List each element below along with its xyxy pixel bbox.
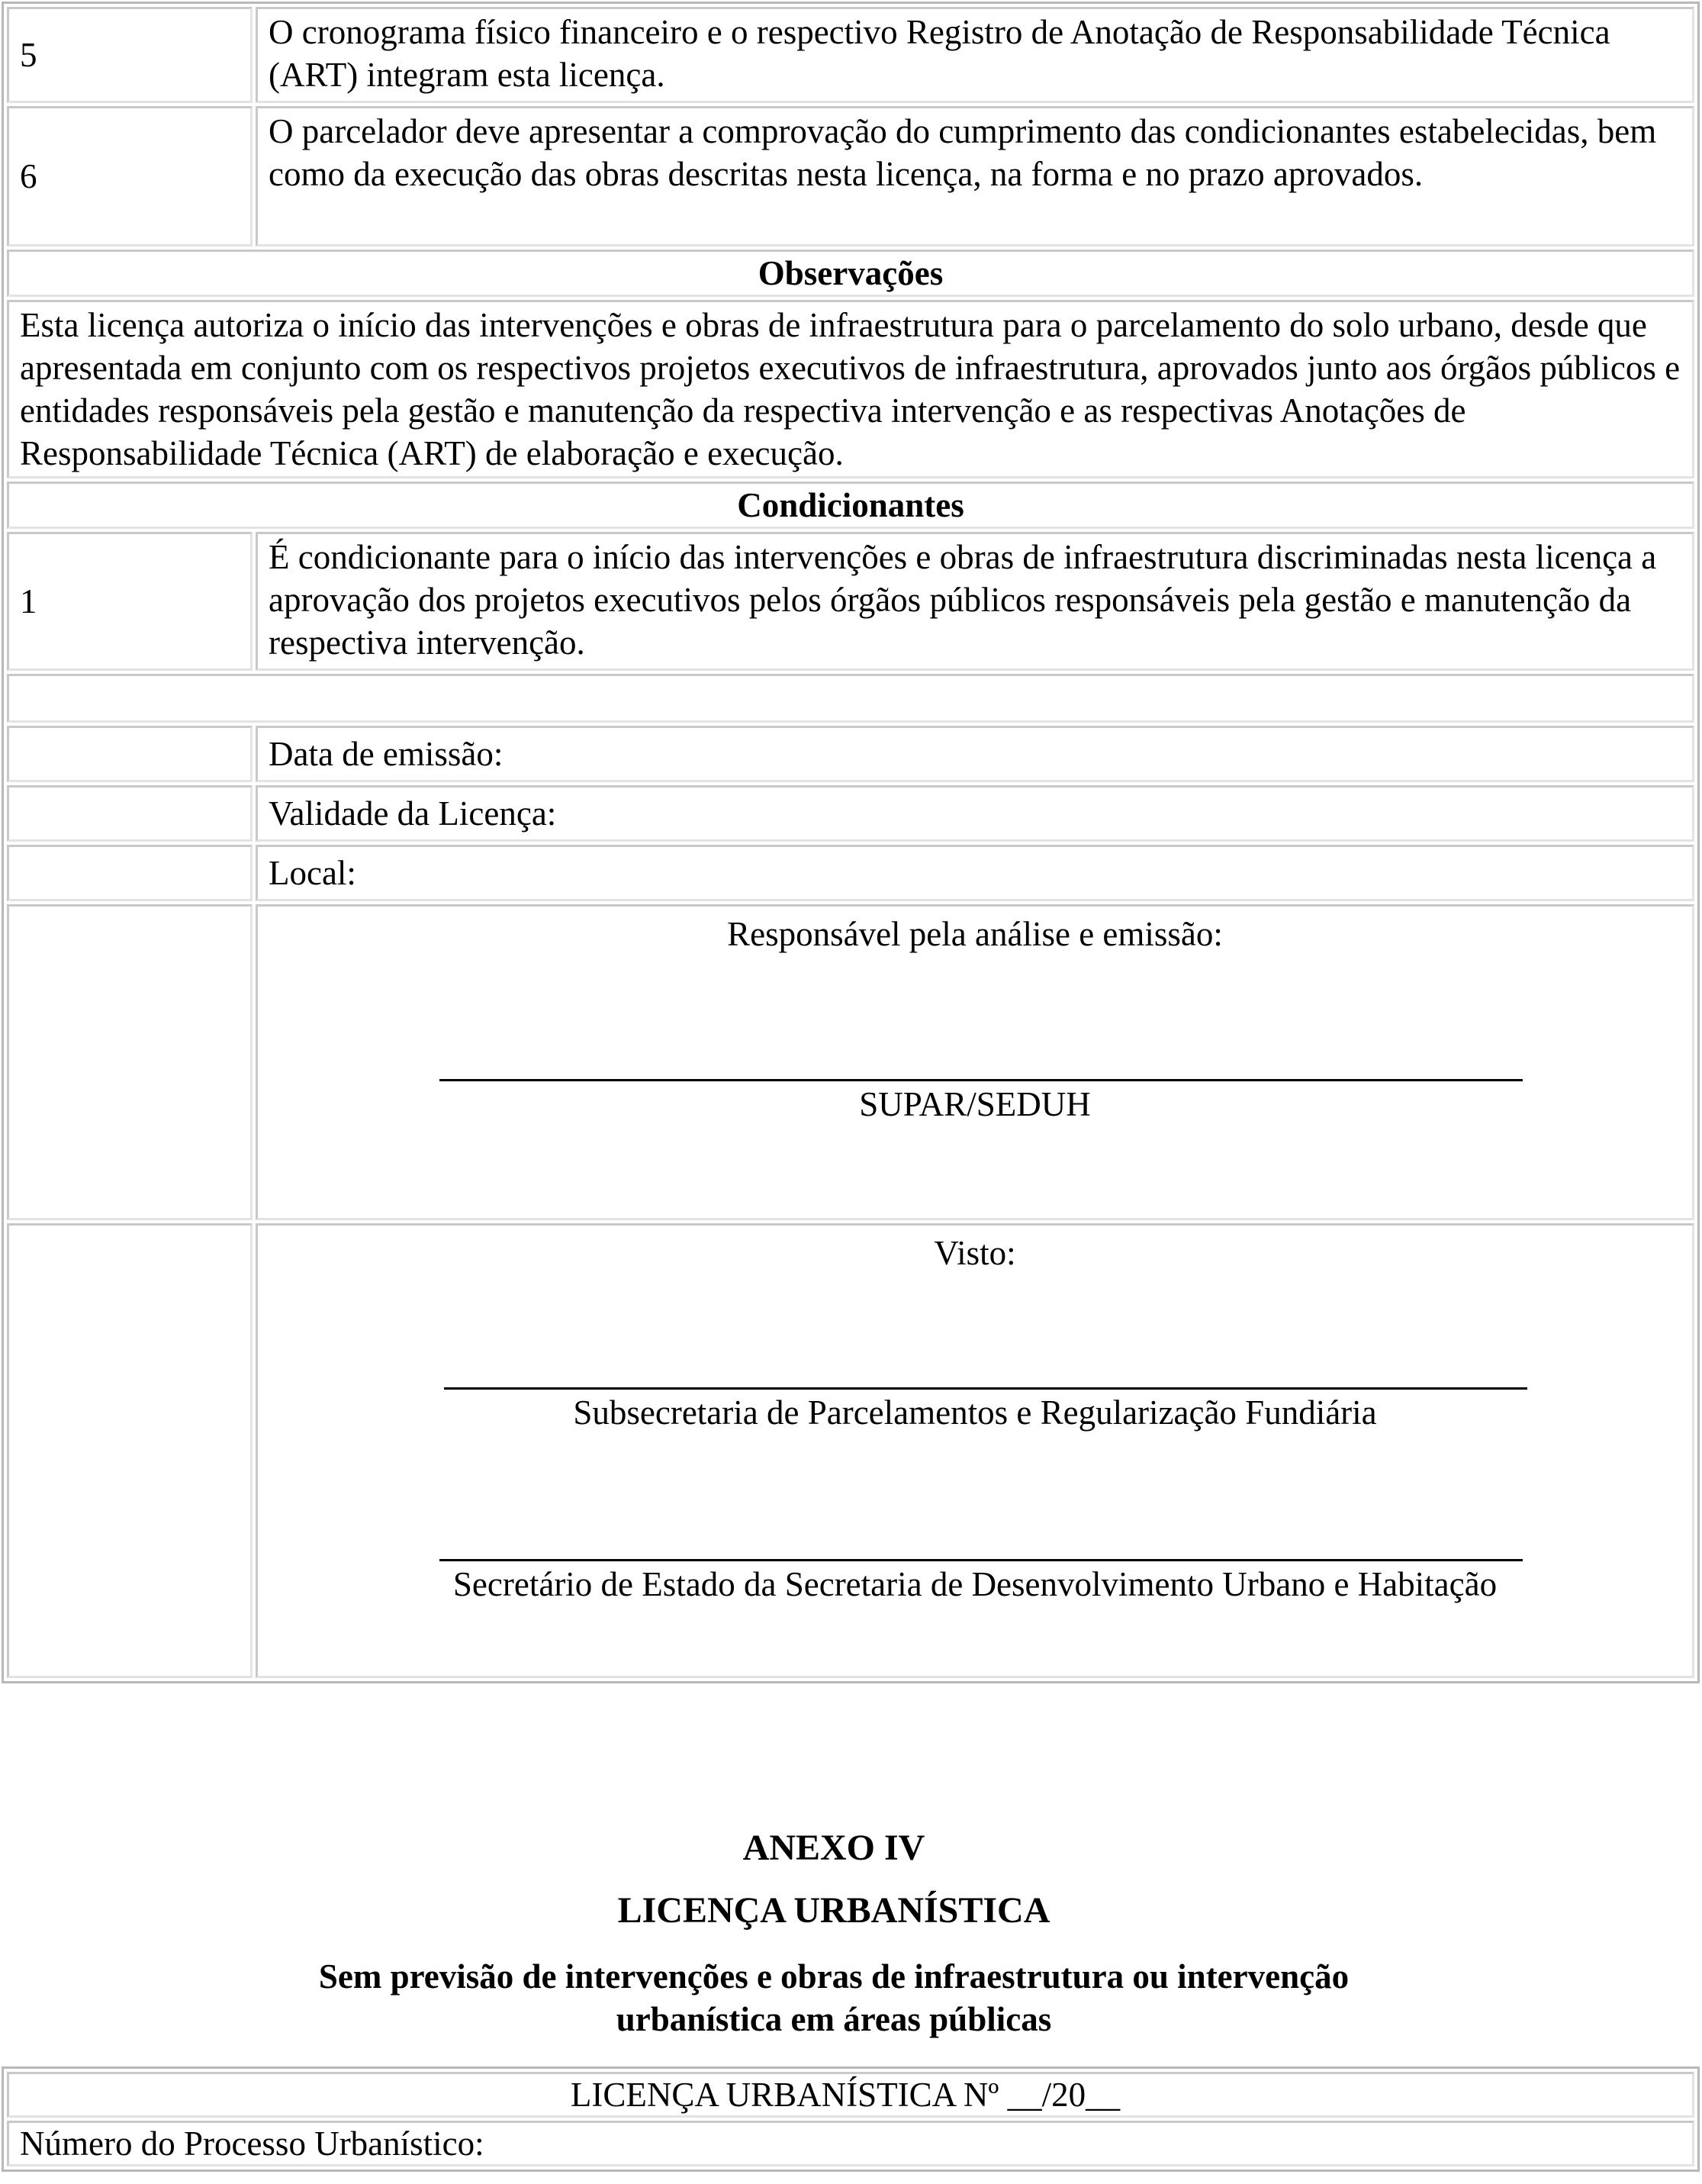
- process-number-label: Número do Processo Urbanístico:: [7, 2121, 1694, 2166]
- item-number: 6: [7, 106, 253, 246]
- table-row: [7, 482, 1694, 529]
- empty-cell: [7, 1223, 253, 1678]
- local-label: Local:: [256, 845, 1694, 901]
- signature-line: [444, 1387, 1527, 1390]
- table-row: [7, 106, 1694, 246]
- license-table: [2, 2, 1700, 1683]
- license-number-table: [2, 2066, 1700, 2172]
- empty-cell: [7, 726, 253, 782]
- empty-cell: [7, 845, 253, 901]
- item-text: O parcelador deve apresentar a comprovação do cumprimento das condicionantes estabelecidas, bem como da execução das obras descritas nesta licença, na forma e no prazo aprovados.: [256, 106, 1694, 246]
- table-row: [7, 904, 1694, 1220]
- observacoes-heading: Observações: [7, 250, 1694, 297]
- item-text: É condicionante para o início das intervenções e obras de infraestrutura discriminadas nesta licença a aprovação dos projetos executivos pelos órgãos públicos responsáveis pela gestão e manutenção da respectiva intervenção.: [256, 532, 1694, 671]
- annex-subtitle: LICENÇA URBANÍSTICA: [617, 1890, 1050, 1931]
- visto-org: Subsecretaria de Parcelamentos e Regularização Fundiária: [573, 1393, 1377, 1432]
- table-row: [7, 726, 1694, 782]
- visto-label: Visto:: [934, 1234, 1016, 1272]
- table-row: [7, 250, 1694, 297]
- table-row: [7, 7, 1694, 103]
- annex-description-line1: Sem previsão de intervenções e obras de infraestrutura ou intervenção: [318, 1957, 1350, 1996]
- item-number: 1: [7, 532, 253, 671]
- table-row: [7, 532, 1694, 671]
- table-row: [7, 300, 1694, 478]
- condicionantes-heading: Condicionantes: [7, 482, 1694, 529]
- annex-description-line2: urbanística em áreas públicas: [616, 2000, 1052, 2038]
- secretario-title: Secretário de Estado da Secretaria de Desenvolvimento Urbano e Habitação: [452, 1565, 1498, 1603]
- item-text: O cronograma físico financeiro e o respectivo Registro de Anotação de Responsabilidade Técnica (ART) integram esta licença.: [256, 7, 1694, 103]
- empty-cell: [7, 904, 253, 1220]
- data-emissao-label: Data de emissão:: [256, 726, 1694, 782]
- validade-label: Validade da Licença:: [256, 785, 1694, 842]
- empty-cell: [7, 785, 253, 842]
- signature-line: [439, 1079, 1523, 1081]
- item-number: 5: [7, 7, 253, 103]
- table-row: [7, 785, 1694, 842]
- empty-cell: [7, 674, 1694, 723]
- responsavel-signature-block: [256, 904, 1694, 1220]
- visto-signature-block: [256, 1223, 1694, 1678]
- observacoes-text: Esta licença autoriza o início das intervenções e obras de infraestrutura para o parcelamento do solo urbano, desde que apresentada em conjunto com os respectivos projetos executivos de infraestrutura, aprovados junto aos órgãos públicos e entidades responsáveis pela gestão e manutenção da respectiva intervenção e as respectivas Anotações de Responsabilidade Técnica (ART) de elaboração e execução.: [7, 300, 1694, 478]
- table-row: [7, 1223, 1694, 1678]
- table-row: [7, 2072, 1694, 2118]
- responsavel-org: SUPAR/SEDUH: [859, 1085, 1091, 1123]
- annex-title: ANEXO IV: [742, 1828, 925, 1868]
- table-row: [7, 845, 1694, 901]
- table-row: [7, 674, 1694, 723]
- signature-line: [439, 1559, 1523, 1561]
- table-row: [7, 2121, 1694, 2166]
- license-number: LICENÇA URBANÍSTICA Nº __/20__: [7, 2072, 1694, 2118]
- responsavel-label: Responsável pela análise e emissão:: [727, 915, 1223, 953]
